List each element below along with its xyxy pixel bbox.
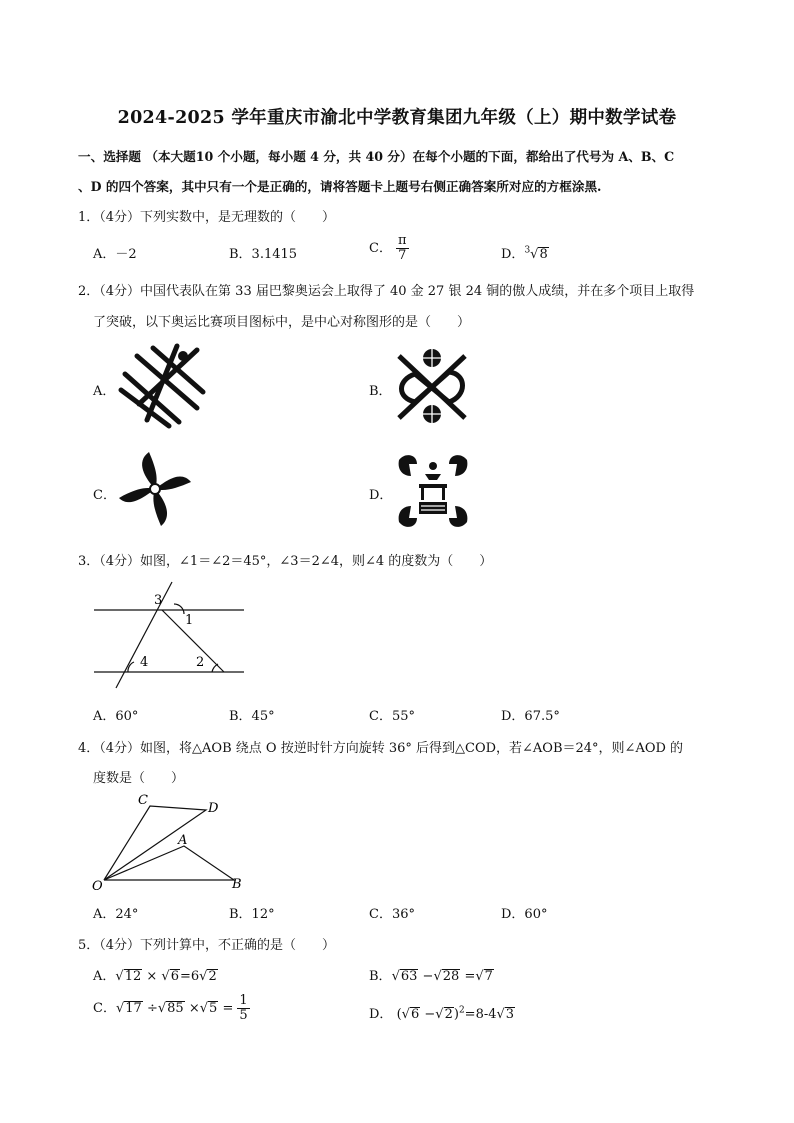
q4-label-b: B [232,877,242,892]
question-2-stem-line1: 2．（4分）中国代表队在第 33 届巴黎奥运会上取得了 40 金 27 银 24 铜的傲人成绩，并在多个项目上取得 [78,284,695,299]
q4-option-b: B．12° [229,907,275,922]
q2-option-b: B． [369,384,392,399]
q2-option-a: A． [93,384,116,399]
q1-option-b: B．3.1415 [229,247,298,262]
q4-label-c: C [138,793,148,808]
q5-option-b: B．√63 −√28 =√7 [369,969,493,984]
q1-option-c: C． $\frac{\pi}{7}$ [369,233,407,263]
q3-option-b: B．45° [229,709,275,724]
q3-option-d: D．67.5° [501,709,560,724]
q3-option-a: A．60° [93,709,139,724]
q4-option-a: A．24° [93,907,139,922]
q2-option-c: C． [93,488,116,503]
rowing-icon [117,344,209,428]
q2-option-d: D． [369,488,393,503]
q3-option-c: C．55° [369,709,415,724]
q5-option-c: C．√17 ÷√85 ×√5 = $\frac{1}{5}$ [93,993,248,1023]
q3-parallel-lines-figure [92,580,252,690]
q4-label-a: A [178,833,188,848]
q3-label-4: 4 [140,655,149,670]
basketball-icon [393,344,471,426]
q3-label-3: 3 [154,593,163,608]
question-4-stem-line2: 度数是（ ） [93,771,185,786]
q4-option-c: C．36° [369,907,415,922]
q5-option-d: D． $(√6 -√2)^2=8-4√3$ [369,1005,515,1022]
q4-label-o: O [92,879,103,894]
q1-option-a: A．－2 [93,247,137,262]
question-5-stem: 5．（4分）下列计算中，不正确的是（ ） [78,938,336,953]
question-3-stem: 3．（4分）如图，∠1＝∠2＝45°，∠3＝2∠4，则∠4 的度数为（ ） [78,554,493,569]
q4-option-d: D．60° [501,907,548,922]
page-title: 2024-2025 学年重庆市渝北中学教育集团九年级（上）期中数学试卷 [117,108,677,128]
question-4-stem-line1: 4．（4分）如图，将△AOB 绕点 O 按逆时针方向旋转 36° 后得到△COD，若∠AOB＝24°，则∠AOD 的 [78,741,684,756]
section-instructions-line2: 、D 的四个答案，其中只有一个是正确的，请将答题卡上题号右侧正确答案所对应的方框涂黑. [78,179,602,194]
swimming-icon [395,450,471,532]
q1-option-d: D．$^3$√8 [501,245,548,262]
q3-label-2: 2 [196,655,205,670]
question-1-stem: 1．（4分）下列实数中，是无理数的（ ） [78,210,336,225]
pinwheel-icon [115,448,195,530]
q4-rotation-figure [90,792,250,892]
question-2-stem-line2: 了突破，以下奥运比赛项目图标中，是中心对称图形的是（ ） [93,315,471,330]
section-instructions-line1: 一、选择题 （本大题10 个小题，每小题 4 分，共 40 分）在每个小题的下面，都给出了代号为 A、B、C [78,149,675,164]
q5-option-a: A．√12 × √6=6√2 [93,969,217,984]
q3-label-1: 1 [185,613,194,628]
q4-label-d: D [208,801,219,816]
